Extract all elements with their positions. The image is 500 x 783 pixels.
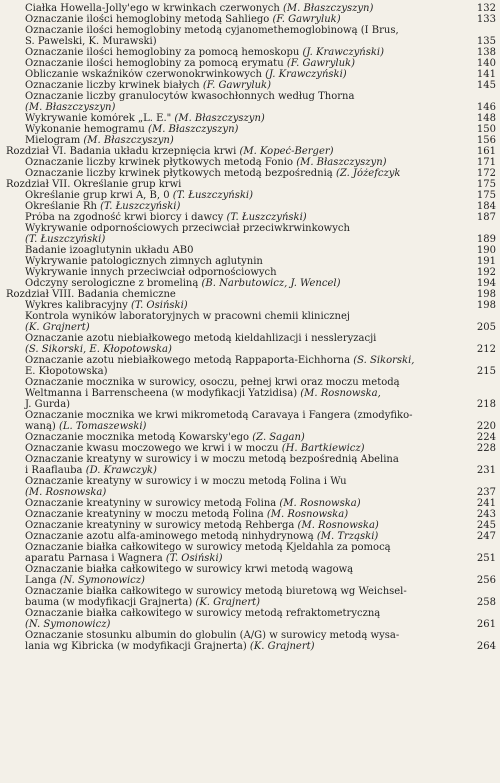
toc-entry-title: Rozdział VII. Określanie grup krwi <box>6 179 182 190</box>
toc-entry-title: Oznaczanie kreatyny w surowicy i w moczu metodą Folina i Wu <box>25 476 347 487</box>
author-name: (N. Symonowicz) <box>59 575 145 586</box>
toc-entry-title: Oznaczanie białka całkowitego w surowicy metodą biuretową wg Weichsel- <box>25 586 407 597</box>
page-number: 231 <box>476 465 496 476</box>
page-number: 146 <box>476 102 496 113</box>
toc-entry <box>0 564 496 586</box>
toc-entry-title: Oznaczanie mocznika we krwi mikrometodą Caravaya i Fangera (zmodyfiko- <box>25 410 413 421</box>
page-number: 150 <box>476 124 496 135</box>
author-name: (T. Łuszczyński) <box>226 212 307 223</box>
page-number: 228 <box>476 443 496 454</box>
toc-entry-title: Oznaczanie liczby granulocytów kwasochłonnych według Thorna <box>25 91 355 102</box>
author-name: (F. Gawryluk) <box>202 80 271 91</box>
page-number: 171 <box>476 157 496 168</box>
toc-entry-title-continued <box>0 234 476 245</box>
toc-entry <box>0 25 496 47</box>
toc-entry <box>0 245 496 256</box>
author-name: (Z. Jóżefczyk <box>335 168 401 179</box>
toc-entry-title-continued: J. Gurda) <box>25 399 71 410</box>
toc-entry-title: Oznaczanie mocznika metodą Kowarsky'ego (Z. Sagan) <box>25 432 305 443</box>
author-name: (M. Błaszczyszyn) <box>296 157 387 168</box>
toc-entry-title: Oznaczanie kreatyniny w surowicy metodą Rehberga (M. Rosnowska) <box>25 520 379 531</box>
toc-entry-title: Oznaczanie białka całkowitego w surowicy metodą Kjeldahla za pomocą <box>25 542 391 553</box>
toc-entry <box>0 146 496 157</box>
toc-entry-title: Odczyny serologiczne z bromeliną (B. Narbutowicz, J. Wencel) <box>25 278 341 289</box>
page-number: 184 <box>476 201 496 212</box>
author-name: (M. Kopeć-Berger) <box>239 146 334 157</box>
author-name: (T. Łuszczyński) <box>100 201 181 212</box>
page-number: 256 <box>476 575 496 586</box>
toc-entry-title-continued: i Raaflauba (D. Krawczyk) <box>25 465 157 476</box>
toc-entry-title: Oznaczanie liczby krwinek białych (F. Gawryluk) <box>25 80 271 91</box>
page-number: 156 <box>476 135 496 146</box>
toc-entry-title: Badanie izoaglutynin układu AB0 <box>25 245 194 256</box>
toc-entry-title: Oznaczanie ilości hemoglobiny za pomocą erymatu (F. Gawryluk) <box>25 58 356 69</box>
toc-entry <box>0 586 496 608</box>
author-name: (M. Rosnowska) <box>266 509 349 520</box>
toc-entry <box>0 300 496 311</box>
toc-entry-title-continued: waną) (L. Tomaszewski) <box>25 421 147 432</box>
toc-entry-title: Oznaczanie kreatyny w surowicy i w moczu metodą bezpośrednią Abelina <box>25 454 399 465</box>
toc-entry-title: Oznaczanie kreatyniny w moczu metodą Folina (M. Rosnowska) <box>25 509 349 520</box>
toc-entry-title-continued: S. Pawelski, K. Murawski) <box>25 36 157 47</box>
toc-entry <box>0 190 496 201</box>
toc-entry-title-continued <box>0 487 476 498</box>
toc-entry <box>0 333 496 355</box>
toc-entry-title: Oznaczanie białka całkowitego w surowicy krwi metodą wagową <box>25 564 354 575</box>
author-name: (J. Krawczyński) <box>265 69 347 80</box>
author-name: (M. Rosnowska, <box>300 388 381 399</box>
page-number: 224 <box>476 432 496 443</box>
page-number: 172 <box>476 168 496 179</box>
page-number: 215 <box>476 366 496 377</box>
toc-entry <box>0 212 496 223</box>
toc-entry <box>0 179 496 190</box>
author-name: (M. Rosnowska) <box>25 487 107 498</box>
toc-entry <box>0 14 496 25</box>
toc-entry <box>0 58 496 69</box>
author-name: (M. Błaszczyszyn) <box>174 113 265 124</box>
toc-entry-title: Rozdział VIII. Badania chemiczne <box>6 289 176 300</box>
toc-entry <box>0 476 496 498</box>
page-number: 135 <box>476 36 496 47</box>
toc-entry <box>0 377 496 410</box>
toc-entry-title: Wykrywanie innych przeciwciał odpornościowych <box>25 267 277 278</box>
toc-entry-title: Oznaczanie ilości hemoglobiny metodą cyjanomethemoglobinową (I Brus, <box>25 25 399 36</box>
toc-entry <box>0 223 496 245</box>
toc-entry-title: Rozdział VI. Badania układu krzepnięcia krwi (M. Kopeć-Berger) <box>6 146 334 157</box>
author-name: (T. Osiński) <box>130 300 188 311</box>
page-number: 243 <box>476 509 496 520</box>
page-number: 205 <box>476 322 496 333</box>
toc-entry <box>0 3 496 14</box>
author-name: (M. Rosnowska) <box>297 520 379 531</box>
toc-entry <box>0 630 496 652</box>
toc-entry <box>0 509 496 520</box>
page-number: 141 <box>476 69 496 80</box>
author-name: (D. Krawczyk) <box>85 465 157 476</box>
toc-entry <box>0 542 496 564</box>
toc-entry <box>0 608 496 630</box>
page-number: 138 <box>476 47 496 58</box>
author-name: (L. Tomaszewski) <box>59 421 147 432</box>
toc-entry-title-continued: lania wg Kibricka (w modyfikacji Grajnerta) (K. Grajnert) <box>25 641 315 652</box>
toc-entry-title: Określanie Rh (T. Łuszczyński) <box>25 201 181 212</box>
page-number: 175 <box>476 179 496 190</box>
toc-entry <box>0 267 496 278</box>
page-number: 161 <box>476 146 496 157</box>
toc-entry-title-continued: E. Kłopotowska) <box>25 366 108 377</box>
toc-entry <box>0 80 496 91</box>
page-number: 192 <box>476 267 496 278</box>
author-name: (F. Gawryluk) <box>272 14 341 25</box>
page-number: 251 <box>476 553 496 564</box>
author-name: (T. Łuszczyński) <box>25 234 106 245</box>
toc-entry-title-continued: bauma (w modyfikacji Grajnerta) (K. Grajnert) <box>25 597 261 608</box>
toc-entry-title: Oznaczanie mocznika w surowicy, osoczu, pełnej krwi oraz moczu metodą <box>25 377 400 388</box>
author-name: (N. Symonowicz) <box>25 619 111 630</box>
author-name: (K. Grajnert) <box>249 641 315 652</box>
toc-entry-title: Oznaczanie liczby krwinek płytkowych metodą bezpośrednią (Z. Jóżefczyk <box>25 168 401 179</box>
page-number: 258 <box>476 597 496 608</box>
toc-entry <box>0 410 496 432</box>
page-number: 132 <box>476 3 496 14</box>
toc-entry-title: Oznaczanie liczby krwinek płytkowych metodą Fonio (M. Błaszczyszyn) <box>25 157 387 168</box>
page-number: 190 <box>476 245 496 256</box>
toc-entry-title: Oznaczanie azotu niebiałkowego metodą kieldahlizacji i nessleryzacji <box>25 333 377 344</box>
author-name: (M. Rosnowska) <box>279 498 361 509</box>
page-number: 218 <box>476 399 496 410</box>
author-name: (K. Grajnert) <box>195 597 261 608</box>
page-number: 241 <box>476 498 496 509</box>
page-number: 194 <box>476 278 496 289</box>
author-name: (S. Sikorski, E. Kłopotowska) <box>25 344 172 355</box>
toc-entry-title: Oznaczanie stosunku albumin do globulin (A/G) w surowicy metodą wysa- <box>25 630 400 641</box>
toc-entry <box>0 69 496 80</box>
toc-entry-title: Oznaczanie ilości hemoglobiny metodą Sahliego (F. Gawryluk) <box>25 14 341 25</box>
author-name: (Z. Sagan) <box>252 432 305 443</box>
toc-entry-title: Obliczanie wskaźników czerwonokrwinkowych (J. Krawczyński) <box>25 69 347 80</box>
toc-entry-title: Oznaczanie azotu alfa-aminowego metodą ninhydrynową (M. Trząski) <box>25 531 379 542</box>
author-name: (H. Bartkiewicz) <box>281 443 365 454</box>
toc-entry <box>0 454 496 476</box>
toc-entry-title: Wykrywanie komórek „L. E." (M. Błaszczyszyn) <box>25 113 265 124</box>
author-name: (M. Błaszczyszyn) <box>83 135 174 146</box>
toc-entry <box>0 168 496 179</box>
page-number: 247 <box>476 531 496 542</box>
toc-entry-title: Wykrywanie patologicznych zimnych aglutynin <box>25 256 263 267</box>
toc-entry-title: Próba na zgodność krwi biorcy i dawcy (T. Łuszczyński) <box>25 212 307 223</box>
page-number: 220 <box>476 421 496 432</box>
page-number: 245 <box>476 520 496 531</box>
toc-entry-title: Oznaczanie kwasu moczowego we krwi i w moczu (H. Bartkiewicz) <box>25 443 365 454</box>
page-number: 261 <box>476 619 496 630</box>
author-name: (M. Błaszczyszyn) <box>25 102 116 113</box>
page-number: 189 <box>476 234 496 245</box>
page-number: 198 <box>476 300 496 311</box>
toc-entry <box>0 124 496 135</box>
page-number: 140 <box>476 58 496 69</box>
toc-entry-title-continued <box>0 619 476 630</box>
page-number: 191 <box>476 256 496 267</box>
author-name: (M. Błaszczyszyn) <box>283 3 374 14</box>
toc-entry-title: Wykonanie hemogramu (M. Błaszczyszyn) <box>25 124 239 135</box>
author-name: (M. Trząski) <box>316 531 379 542</box>
toc-entry-title: Kontrola wyników laboratoryjnych w pracowni chemii klinicznej <box>25 311 351 322</box>
author-name: (S. Sikorski, <box>353 355 415 366</box>
toc-entry <box>0 443 496 454</box>
toc-entry-title: Oznaczanie ilości hemoglobiny za pomocą hemoskopu (J. Krawczyński) <box>25 47 384 58</box>
toc-entry <box>0 311 496 333</box>
toc-entry <box>0 47 496 58</box>
toc-entry-title: Oznaczanie białka całkowitego w surowicy metodą refraktometryczną <box>25 608 381 619</box>
author-name: (F. Gawryluk) <box>286 58 356 69</box>
toc-entry-title-continued <box>0 344 476 355</box>
toc-entry <box>0 289 496 300</box>
author-name: (J. Krawczyński) <box>302 47 384 58</box>
author-name: (K. Grajnert) <box>25 322 90 333</box>
toc-entry <box>0 432 496 443</box>
toc-entry <box>0 256 496 267</box>
toc-entry <box>0 498 496 509</box>
toc-entry-title: Mielogram (M. Błaszczyszyn) <box>25 135 174 146</box>
toc-entry-title: Oznaczanie kreatyniny w surowicy metodą Folina (M. Rosnowska) <box>25 498 361 509</box>
page-number: 148 <box>476 113 496 124</box>
toc-entry-title-continued: Weltmanna i Barrenscheena (w modyfikacji Yatzidisa) (M. Rosnowska, <box>25 388 381 399</box>
toc-entry-title: Określanie grup krwi A, B, 0 (T. Łuszczyński) <box>25 190 254 201</box>
author-name: (B. Narbutowicz, J. Wencel) <box>201 278 341 289</box>
toc-entry <box>0 113 496 124</box>
page-number: 212 <box>476 344 496 355</box>
toc-entry-title-continued: Langa (N. Symonowicz) <box>25 575 145 586</box>
author-name: (M. Błaszczyszyn) <box>148 124 239 135</box>
toc-entry <box>0 157 496 168</box>
page-number: 145 <box>476 80 496 91</box>
author-name: (T. Osiński) <box>165 553 223 564</box>
toc-entry-title-continued <box>0 102 476 113</box>
page-number: 198 <box>476 289 496 300</box>
page-number: 187 <box>476 212 496 223</box>
page-number: 175 <box>476 190 496 201</box>
toc-entry <box>0 520 496 531</box>
toc-entry <box>0 201 496 212</box>
toc-entry <box>0 91 496 113</box>
toc-entry <box>0 355 496 377</box>
toc-entry <box>0 531 496 542</box>
toc-entry-title: Wykrywanie odpornościowych przeciwciał przeciwkrwinkowych <box>25 223 350 234</box>
toc-entry <box>0 135 496 146</box>
table-of-contents <box>0 3 500 652</box>
toc-entry-title: Oznaczanie azotu niebiałkowego metodą Rappaporta-Eichhorna (S. Sikorski, <box>25 355 415 366</box>
toc-entry-title: Ciałka Howella-Jolly'ego w krwinkach czerwonych (M. Błaszczyszyn) <box>25 3 374 14</box>
toc-entry-title: Wykres kalibracyjny (T. Osiński) <box>25 300 188 311</box>
author-name: (T. Łuszczyński) <box>172 190 254 201</box>
page-number: 237 <box>476 487 496 498</box>
page-number: 133 <box>476 14 496 25</box>
toc-entry <box>0 278 496 289</box>
toc-entry-title-continued <box>0 322 476 333</box>
page-number: 264 <box>476 641 496 652</box>
toc-entry-title-continued: aparatu Parnasa i Wagnera (T. Osiński) <box>25 553 223 564</box>
